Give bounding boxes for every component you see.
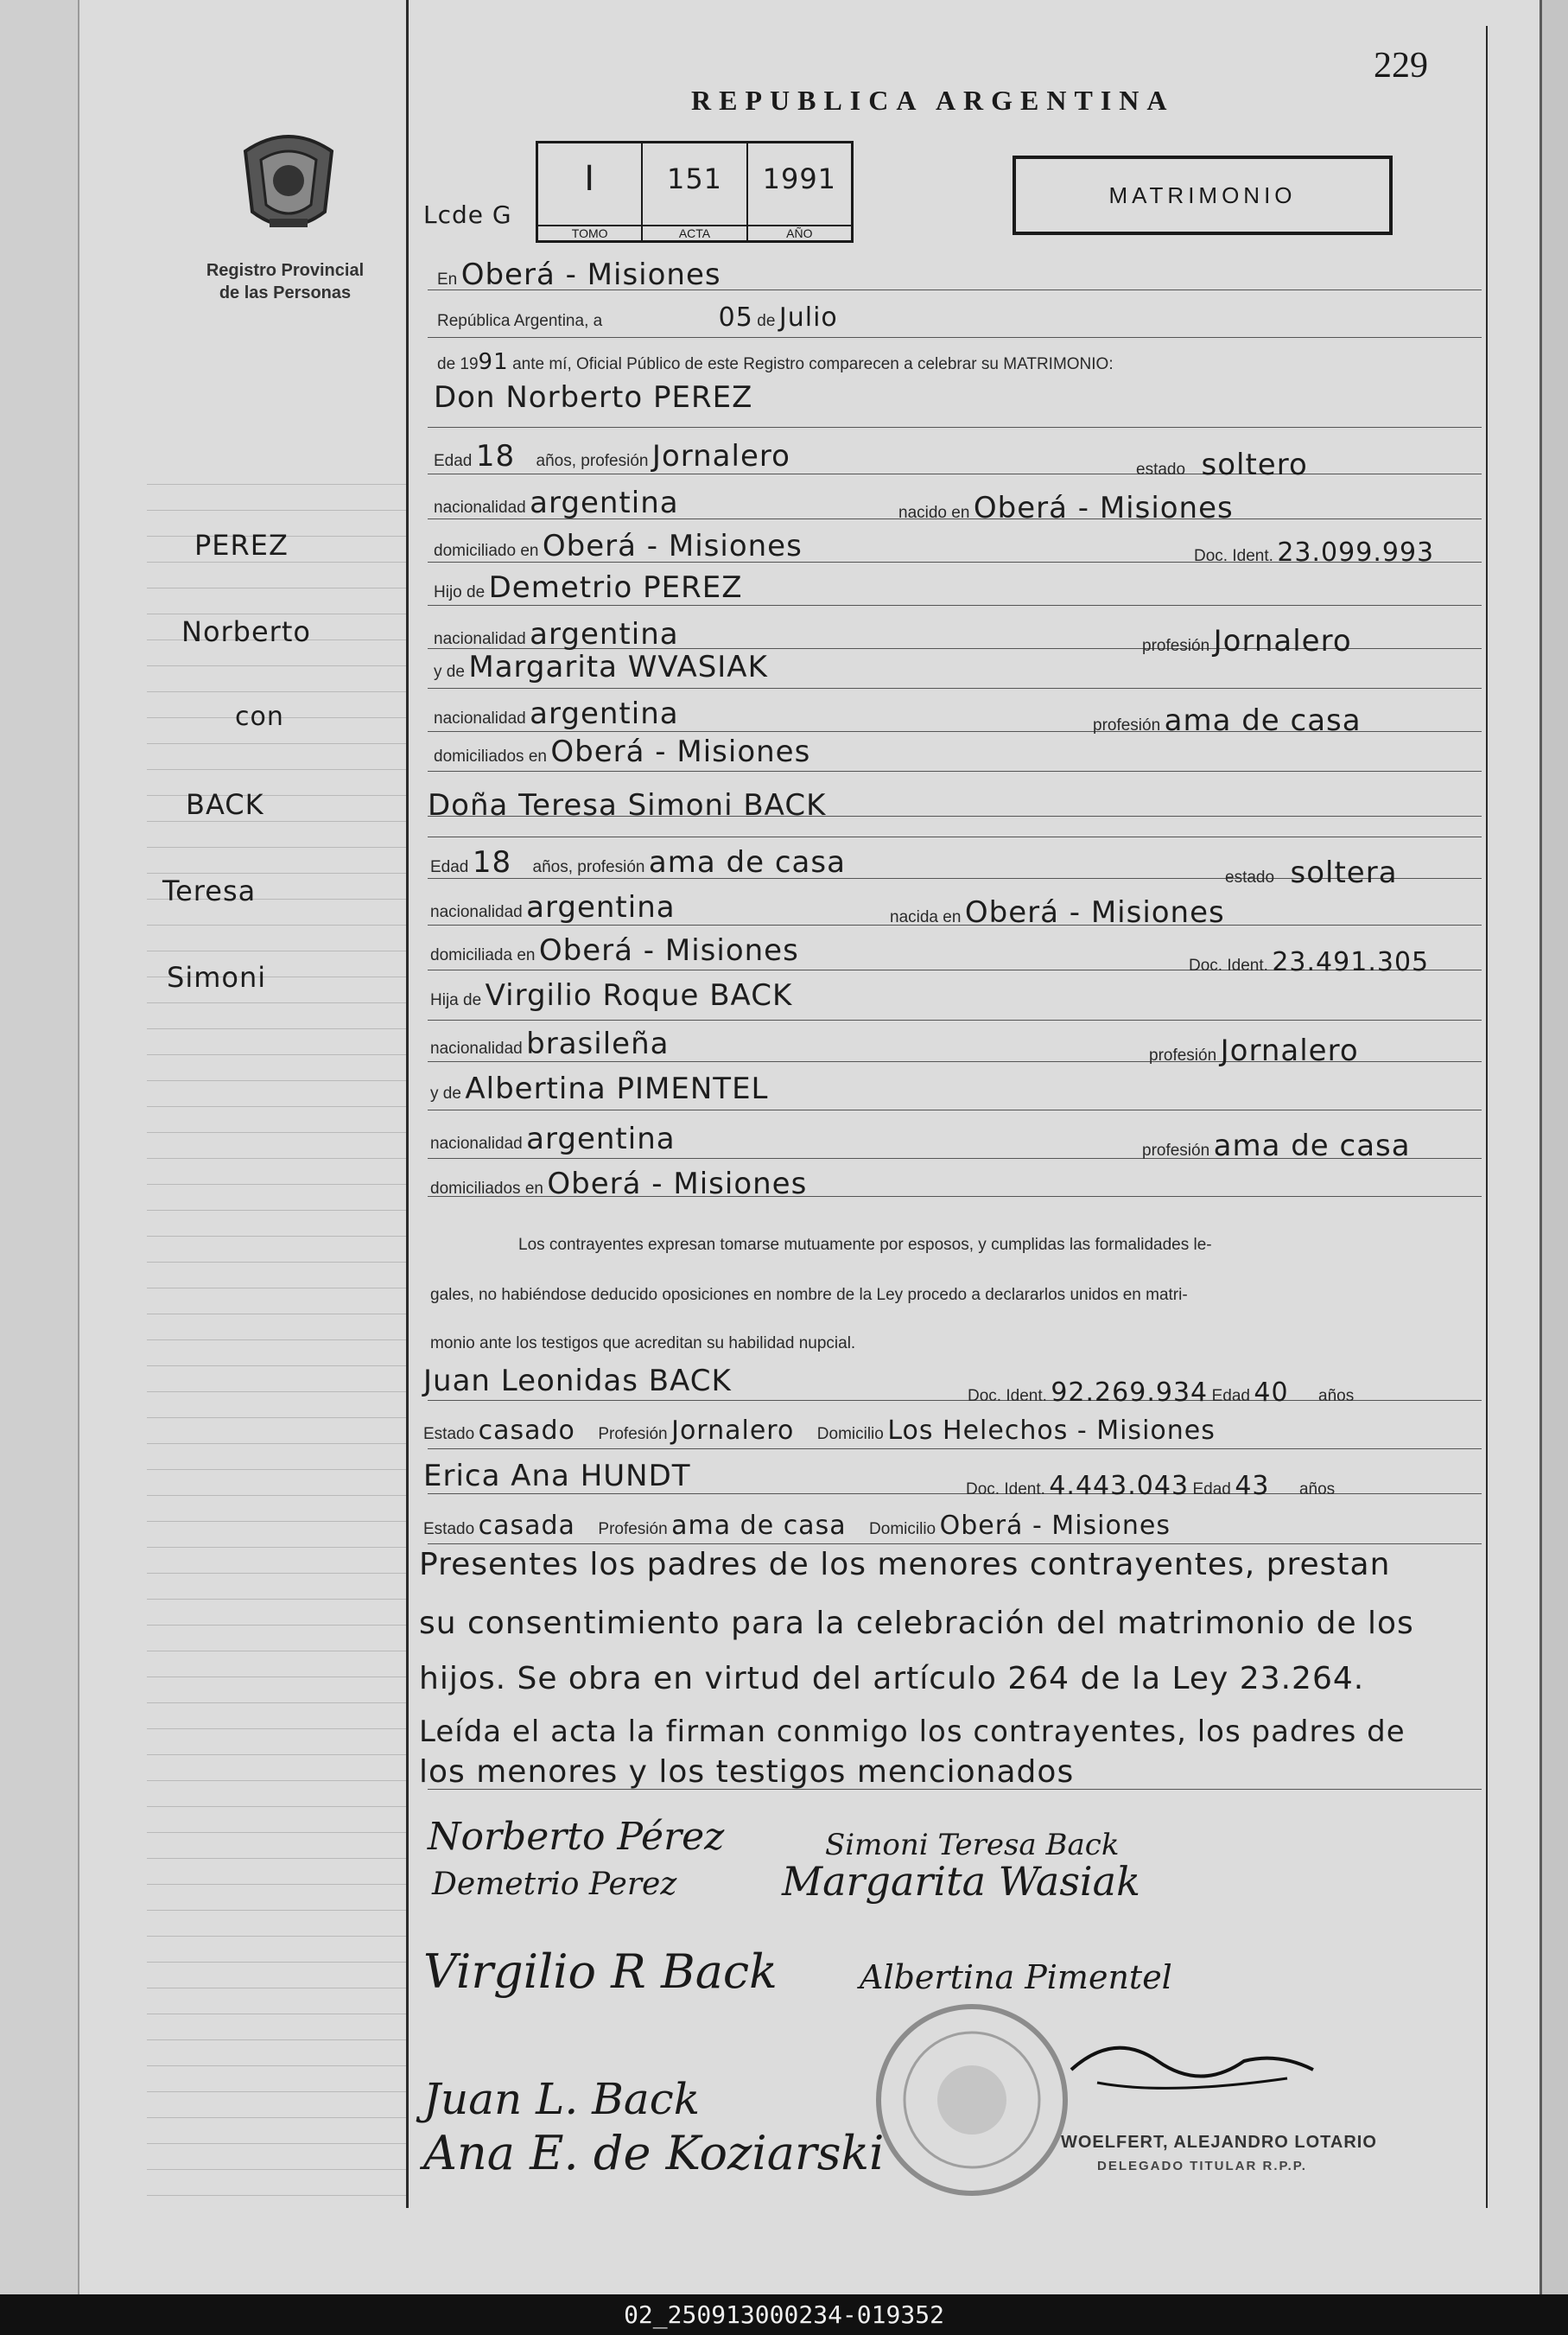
field-underline: [428, 427, 1482, 428]
groom-doc-line: [1194, 538, 1434, 568]
field-underline: [428, 337, 1482, 338]
edad-label: Edad: [1192, 1480, 1231, 1498]
page-number: 229: [1374, 46, 1428, 86]
nacionalidad-label: nacionalidad: [430, 1135, 523, 1153]
nacionalidad-label: nacionalidad: [430, 903, 523, 921]
margin-rule-line: [147, 1443, 406, 1444]
witness2-estado: casada: [478, 1511, 575, 1541]
intro-place: Oberá - Misiones: [460, 258, 721, 292]
signature-groom-mother: Margarita Wasiak: [782, 1858, 1140, 1905]
estado-label: estado: [1225, 868, 1275, 887]
intro-place-line: [437, 258, 721, 292]
bride-father-nat-line: [430, 1027, 669, 1061]
domiciliado-label: domiciliado en: [434, 542, 539, 560]
notes-line1: Presentes los padres de los menores contrayentes, prestan: [419, 1547, 1391, 1582]
record-number-box: [536, 141, 854, 243]
margin-rule-line: [147, 1832, 406, 1833]
groom-father-profession: Jornalero: [1213, 624, 1352, 659]
registry-label: [168, 259, 402, 304]
bride-profession: ama de casa: [648, 845, 846, 880]
official-title: DELEGADO TITULAR R.P.P.: [1097, 2159, 1307, 2173]
witness1-doc: 92.269.934: [1051, 1377, 1209, 1408]
statement-text: ante mí, Oficial Público de este Registro comparecen a celebrar su MATRIMONIO:: [512, 355, 1114, 373]
witness1-age: 40: [1254, 1377, 1289, 1408]
bride-domicile-line: [430, 933, 799, 968]
margin-rule-line: [147, 821, 406, 822]
bride-doc: 23.491.305: [1272, 947, 1430, 977]
estado-label: Estado: [423, 1425, 475, 1443]
groom-mother-line: [434, 650, 768, 684]
groom-domicile-line: [434, 529, 803, 563]
official-name: WOELFERT, ALEJANDRO LOTARIO: [1061, 2133, 1377, 2152]
bride-father: Virgilio Roque BACK: [485, 978, 793, 1013]
bride-age: 18: [472, 845, 512, 880]
margin-rule-line: [147, 2065, 406, 2066]
witness2-age: 43: [1235, 1471, 1270, 1501]
bride-mother-profession: ama de casa: [1213, 1129, 1411, 1163]
witness1-estado: casado: [478, 1416, 575, 1446]
edad-label: Edad: [430, 858, 469, 876]
de-label: de: [757, 312, 776, 330]
margin-rule-line: [147, 1495, 406, 1496]
witness1-profession: Jornalero: [671, 1416, 795, 1446]
witness2-domicile: Oberá - Misiones: [939, 1511, 1171, 1541]
margin-rule-line: [147, 562, 406, 563]
margin-rule-line: [147, 1910, 406, 1911]
margin-surname-groom: PEREZ: [194, 529, 289, 562]
estado-label: estado: [1136, 461, 1186, 479]
margin-rule-line: [147, 743, 406, 744]
margin-rule-line: [147, 2169, 406, 2170]
field-underline: [428, 1448, 1482, 1449]
groom-father-nationality: argentina: [530, 617, 679, 652]
nacionalidad-label: nacionalidad: [430, 1040, 523, 1058]
margin-name-groom: Norberto: [181, 615, 311, 648]
margin-rule-line: [147, 1054, 406, 1055]
doc-label: Doc. Ident.: [1194, 547, 1273, 565]
margin-rule-line: [147, 1599, 406, 1600]
groom-parents-domicile: Oberá - Misiones: [550, 735, 811, 769]
signature-groom: Norberto Pérez: [428, 1815, 725, 1859]
profesion-label: profesión: [1142, 637, 1210, 655]
margin-rule-line: [147, 1676, 406, 1677]
groom-domicile: Oberá - Misiones: [542, 529, 803, 563]
groom-father-nat-line: [434, 617, 679, 652]
bride-age-line: [430, 845, 846, 880]
y-de-label: y de: [434, 663, 465, 681]
signature-witness1: Juan L. Back: [423, 2074, 700, 2124]
margin-rule-line: [147, 1573, 406, 1574]
field-underline: [428, 771, 1482, 772]
margin-rule-line: [147, 665, 406, 666]
field-underline: [428, 688, 1482, 689]
margin-rule-line: [147, 1469, 406, 1470]
groom-mother: Margarita WVASIAK: [468, 650, 768, 684]
margin-rule-line: [147, 769, 406, 770]
margin-rule-line: [147, 1365, 406, 1366]
margin-rule-line: [147, 484, 406, 485]
edad-label: Edad: [434, 452, 473, 470]
groom-name: Don Norberto PEREZ: [434, 380, 753, 415]
domiciliados-label: domiciliados en: [434, 748, 547, 766]
bride-nationality: argentina: [526, 890, 676, 925]
margin-rule-line: [147, 691, 406, 692]
margin-rule-line: [147, 1080, 406, 1081]
groom-birthplace-line: [898, 491, 1234, 525]
margin-rule-line: [147, 1962, 406, 1963]
margin-rule-line: [147, 1702, 406, 1703]
en-label: En: [437, 270, 458, 289]
margin-rule-line: [147, 873, 406, 874]
bride-parents-domicile: Oberá - Misiones: [547, 1167, 808, 1201]
margin-rule-line: [147, 1391, 406, 1392]
margin-rule-line: [147, 1417, 406, 1418]
margin-rule-line: [147, 1780, 406, 1781]
intro-statement-line: [437, 349, 1114, 375]
year-suffix: 91: [478, 349, 509, 375]
groom-estado-line: [1136, 448, 1308, 482]
acta-cell: [643, 143, 747, 240]
tomo-cell: [538, 143, 643, 240]
margin-rule-line: [147, 1236, 406, 1237]
groom-father: Demetrio PEREZ: [488, 570, 743, 605]
margin-divider: [406, 0, 409, 2208]
crest-icon: [235, 125, 342, 239]
nacida-label: nacida en: [890, 908, 962, 926]
bride-birthplace: Oberá - Misiones: [964, 895, 1225, 930]
margin-rule-line: [147, 1936, 406, 1937]
intro-date-line: [437, 302, 838, 333]
field-underline: [428, 605, 1482, 606]
margin-rule-line: [147, 1262, 406, 1263]
groom-nationality: argentina: [530, 486, 679, 520]
groom-nationality-line: [434, 486, 679, 520]
bride-mother-line: [430, 1072, 769, 1106]
marriage-day: 05: [718, 302, 753, 333]
margin-rule-line: [147, 925, 406, 926]
signature-groom-father: Demetrio Perez: [432, 1867, 677, 1902]
margin-rule-line: [147, 588, 406, 589]
tomo-value: I: [584, 159, 596, 199]
bride-estado: soltera: [1290, 856, 1398, 890]
signature-bride: Simoni Teresa Back: [825, 1828, 1120, 1862]
hija-label: Hija de: [430, 991, 482, 1009]
witness1-domicile: Los Helechos - Misiones: [887, 1416, 1216, 1446]
profesion-label: profesión: [1093, 716, 1161, 735]
nacionalidad-label: nacionalidad: [434, 709, 526, 728]
bride-parents-domicile-line: [430, 1167, 807, 1201]
bride-birthplace-line: [890, 895, 1225, 930]
anos-profesion-label: años, profesión: [536, 452, 649, 470]
notes-line2: su consentimiento para la celebración del matrimonio de los: [419, 1606, 1414, 1641]
margin-rule-line: [147, 1106, 406, 1107]
bride-estado-line: [1225, 856, 1398, 890]
notes-line4: Leída el acta la firman conmigo los contrayentes, los padres de: [419, 1715, 1406, 1749]
witness2-doc: 4.443.043: [1049, 1471, 1190, 1501]
acta-value: 151: [666, 162, 723, 195]
groom-father-line: [434, 570, 743, 605]
margin-rule-line: [147, 1754, 406, 1755]
notes-line3: hijos. Se obra en virtud del artículo 264 de la Ley 23.264.: [419, 1661, 1365, 1696]
signature-bride-mother: Albertina Pimentel: [860, 1958, 1172, 1996]
anos-profesion-label: años, profesión: [532, 858, 645, 876]
margin-rule-line: [147, 1210, 406, 1211]
bride-father-line: [430, 978, 792, 1013]
doc-label: Doc. Ident.: [966, 1480, 1045, 1498]
margin-rule-line: [147, 510, 406, 511]
registry-line2: de las Personas: [219, 283, 352, 302]
field-underline: [428, 1543, 1482, 1544]
margin-rule-line: [147, 1158, 406, 1159]
ano-label: AÑO: [748, 225, 851, 240]
bride-mother-nationality: argentina: [526, 1122, 676, 1156]
domiciliados-label: domiciliados en: [430, 1180, 543, 1198]
witness1-name: Juan Leonidas BACK: [423, 1364, 732, 1398]
groom-father-prof-line: [1142, 624, 1352, 659]
nacionalidad-label: nacionalidad: [434, 630, 526, 648]
domicilio-label: Domicilio: [869, 1520, 936, 1538]
bride-father-nationality: brasileña: [526, 1027, 670, 1061]
edad-label: Edad: [1211, 1387, 1250, 1405]
legal-text-line3: monio ante los testigos que acreditan su habilidad nupcial.: [430, 1334, 856, 1352]
margin-name-bride: Teresa: [162, 875, 257, 907]
legal-text-line1: Los contrayentes expresan tomarse mutuamente por esposos, y cumplidas las formalidades le-: [518, 1236, 1212, 1254]
groom-mother-nationality: argentina: [530, 697, 679, 731]
official-signature-icon: [1063, 2035, 1322, 2104]
groom-mother-prof-line: [1093, 703, 1362, 738]
witness1-details-line: [423, 1416, 1216, 1446]
witness2-details-line: [423, 1511, 1171, 1541]
margin-rule-line: [147, 1728, 406, 1729]
margin-middle-name-bride: Simoni: [167, 961, 267, 994]
margin-rule-line: [147, 2091, 406, 2092]
nacido-label: nacido en: [898, 504, 970, 522]
right-border: [1486, 26, 1488, 2208]
y-de-label: y de: [430, 1085, 461, 1103]
domiciliada-label: domiciliada en: [430, 946, 536, 964]
year-prefix: de 19: [437, 355, 479, 373]
ano-value: 1991: [762, 162, 837, 195]
margin-surname-bride: BACK: [186, 788, 264, 821]
signature-witness2: Ana E. de Koziarski: [423, 2126, 885, 2180]
estado-label: Estado: [423, 1520, 475, 1538]
margin-rule-line: [147, 1184, 406, 1185]
witness2-doc-line: [966, 1471, 1335, 1501]
tomo-label: TOMO: [538, 225, 641, 240]
margin-rule-line: [147, 1625, 406, 1626]
margin-rule-line: [147, 1339, 406, 1340]
binding-spine: [0, 0, 79, 2294]
groom-estado: soltero: [1201, 448, 1308, 482]
doc-label: Doc. Ident.: [1189, 957, 1268, 975]
side-note: Lcde G: [423, 200, 512, 229]
bride-father-profession: Jornalero: [1220, 1034, 1359, 1068]
profesion-label: Profesión: [598, 1520, 668, 1538]
groom-mother-nat-line: [434, 697, 679, 731]
margin-rule-line: [147, 1002, 406, 1003]
groom-age-line: [434, 439, 790, 474]
witness2-name: Erica Ana HUNDT: [423, 1459, 691, 1493]
republica-label: República Argentina, a: [437, 312, 603, 330]
anos-label: años: [1298, 1480, 1336, 1498]
groom-profession: Jornalero: [651, 439, 790, 474]
hijo-label: Hijo de: [434, 583, 486, 601]
record-type-box: MATRIMONIO: [1013, 156, 1393, 235]
margin-connector: con: [235, 702, 284, 732]
margin-rule-line: [147, 2195, 406, 2196]
bride-name: Doña Teresa Simoni BACK: [428, 788, 827, 823]
profesion-label: Profesión: [598, 1425, 668, 1443]
official-seal-icon: [873, 2001, 1071, 2199]
footer-image-id: 02_250913000234-019352: [0, 2294, 1568, 2335]
registry-line1: Registro Provincial: [206, 261, 365, 280]
page-edge: [1539, 0, 1568, 2294]
witness1-doc-line: [968, 1377, 1354, 1408]
legal-text-line2: gales, no habiéndose deducido oposiciones en nombre de la Ley procedo a declararlos unidos en matri-: [430, 1286, 1188, 1304]
groom-parents-domicile-line: [434, 735, 810, 769]
groom-age: 18: [475, 439, 516, 474]
groom-doc: 23.099.993: [1277, 538, 1435, 568]
bride-nationality-line: [430, 890, 676, 925]
bride-doc-line: [1189, 947, 1429, 977]
margin-rule-line: [147, 847, 406, 848]
nacionalidad-label: nacionalidad: [434, 499, 526, 517]
bride-mother-prof-line: [1142, 1129, 1411, 1163]
country-title: REPUBLICA ARGENTINA: [691, 85, 1175, 116]
bride-father-prof-line: [1149, 1034, 1359, 1068]
domicilio-label: Domicilio: [816, 1425, 884, 1443]
witness2-profession: ama de casa: [671, 1511, 847, 1541]
margin-rule-line: [147, 2117, 406, 2118]
notes-line5: los menores y los testigos mencionados: [419, 1754, 1075, 1790]
anos-label: años: [1318, 1387, 1355, 1405]
bride-domicile: Oberá - Misiones: [538, 933, 799, 968]
marriage-month: Julio: [778, 302, 838, 333]
signature-bride-father: Virgilio R Back: [423, 1944, 778, 1999]
bride-mother-nat-line: [430, 1122, 676, 1156]
margin-rule-line: [147, 1858, 406, 1859]
margin-rule-line: [147, 2143, 406, 2144]
field-underline: [428, 1020, 1482, 1021]
margin-rule-line: [147, 1884, 406, 1885]
margin-rule-line: [147, 1028, 406, 1029]
profesion-label: profesión: [1149, 1047, 1217, 1065]
margin-rule-line: [147, 1521, 406, 1522]
margin-rule-line: [147, 1132, 406, 1133]
groom-mother-profession: ama de casa: [1164, 703, 1362, 738]
acta-label: ACTA: [643, 225, 746, 240]
margin-rule-line: [147, 1806, 406, 1807]
margin-rule-line: [147, 2039, 406, 2040]
bride-mother: Albertina PIMENTEL: [465, 1072, 769, 1106]
groom-birthplace: Oberá - Misiones: [973, 491, 1234, 525]
ano-cell: [748, 143, 851, 240]
doc-label: Doc. Ident.: [968, 1387, 1047, 1405]
margin-rule-line: [147, 1547, 406, 1548]
profesion-label: profesión: [1142, 1142, 1210, 1160]
